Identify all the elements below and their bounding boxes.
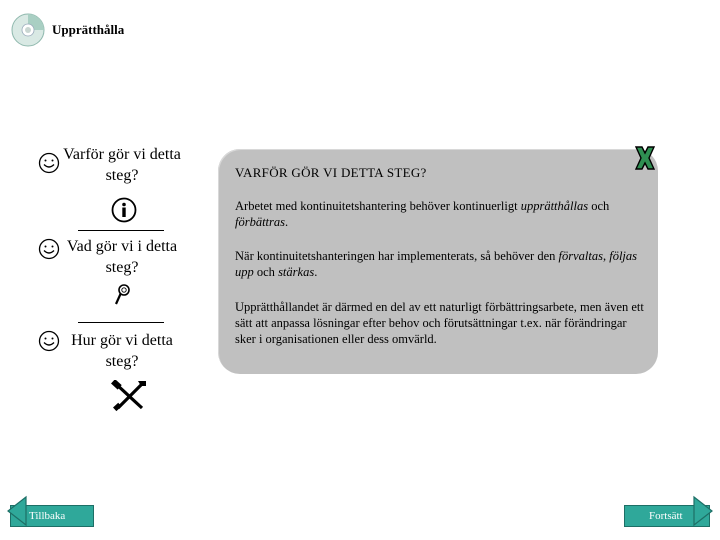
info-icon[interactable] — [111, 197, 137, 223]
arrow-left-icon[interactable] — [4, 493, 28, 529]
page-title: Upprätthålla — [52, 22, 125, 37]
magnifier-icon[interactable] — [112, 283, 134, 307]
divider — [78, 322, 164, 323]
smiley-icon — [38, 330, 60, 352]
explanation-panel — [218, 149, 658, 374]
divider — [78, 230, 164, 231]
panel-title: VARFÖR GÖR VI DETTA STEG? — [235, 165, 427, 180]
close-icon[interactable] — [633, 145, 657, 171]
next-button-label: Fortsätt — [649, 510, 683, 522]
smiley-icon — [38, 238, 60, 260]
panel-paragraph-3: Upprätthållandet är därmed en del av ett naturligt förbättringsarbete, men även ett sätt att anpassa lösningar efter behov och förutsättningar t.ex. när förändringar sker i organisationen eller dess omvärld. — [235, 300, 644, 346]
back-button-label: Tillbaka — [29, 510, 66, 522]
question-how[interactable]: Hur gör vi detta steg? — [71, 332, 173, 370]
panel-paragraph-2: När kontinuitetshanteringen har implementerats, så behöver den förvaltas, följas upp och stärkas. — [235, 249, 638, 279]
tools-icon[interactable] — [110, 380, 148, 412]
smiley-icon — [38, 152, 60, 174]
question-why[interactable]: Varför gör vi detta steg? — [63, 146, 181, 184]
panel-paragraph-1: Arbetet med kontinuitetshantering behöver kontinuerligt upprätthållas och förbättras. — [235, 199, 610, 229]
question-what[interactable]: Vad gör vi i detta steg? — [66, 238, 178, 276]
cycle-logo-icon — [10, 12, 46, 48]
arrow-right-icon[interactable] — [692, 493, 716, 529]
